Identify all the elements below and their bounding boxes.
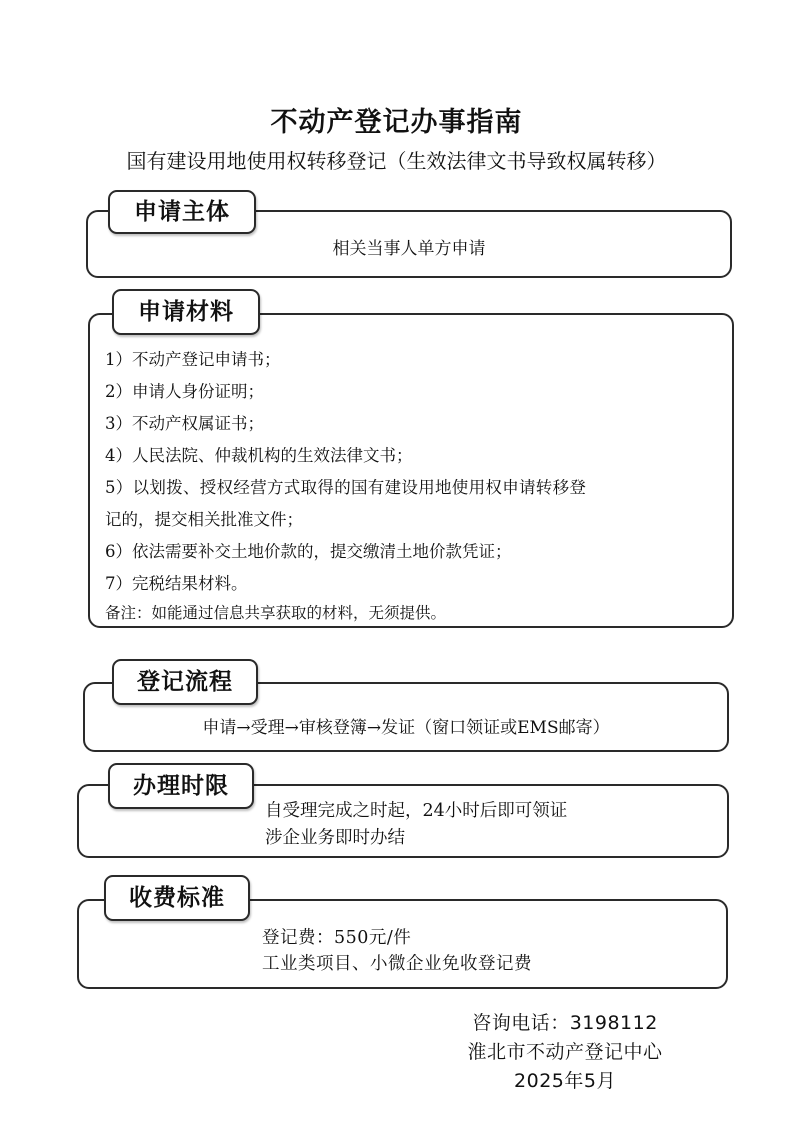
materials-item: 6）依法需要补交土地价款的，提交缴清土地价款凭证； bbox=[105, 542, 512, 561]
fees-heading: 收费标准 bbox=[104, 875, 250, 921]
materials-heading: 申请材料 bbox=[112, 289, 260, 335]
applicant-heading: 申请主体 bbox=[108, 190, 256, 234]
materials-note: 备注：如能通过信息共享获取的材料，无须提供。 bbox=[105, 604, 447, 622]
process-text: 申请→受理→审核登簿→发证（窗口领证或EMS邮寄） bbox=[202, 718, 610, 738]
applicant-text: 相关当事人单方申请 bbox=[332, 239, 486, 259]
time-limit-line: 涉企业务即时办结 bbox=[265, 828, 405, 848]
materials-item: 2）申请人身份证明； bbox=[105, 382, 264, 401]
issue-date: 2025年5月 bbox=[514, 1070, 616, 1092]
organization-name: 淮北市不动产登记中心 bbox=[467, 1041, 663, 1063]
page-title: 不动产登记办事指南 bbox=[270, 107, 523, 138]
materials-list bbox=[105, 344, 725, 626]
materials-item: 5）以划拨、授权经营方式取得的国有建设用地使用权申请转移登 bbox=[105, 478, 587, 497]
materials-item: 1）不动产登记申请书； bbox=[105, 350, 281, 369]
materials-item: 记的，提交相关批准文件； bbox=[105, 510, 303, 529]
contact-phone: 咨询电话：3198112 bbox=[472, 1012, 658, 1034]
materials-item: 4）人民法院、仲裁机构的生效法律文书； bbox=[105, 446, 413, 465]
time-limit-line: 自受理完成之时起，24小时后即可领证 bbox=[265, 801, 568, 821]
fees-line: 登记费：550元/件 bbox=[262, 928, 412, 948]
fees-line: 工业类项目、小微企业免收登记费 bbox=[262, 954, 532, 974]
process-heading: 登记流程 bbox=[112, 659, 258, 705]
time-limit-heading: 办理时限 bbox=[108, 763, 254, 809]
page-subtitle: 国有建设用地使用权转移登记（生效法律文书导致权属转移） bbox=[126, 149, 667, 173]
materials-item: 7）完税结果材料。 bbox=[105, 574, 248, 593]
materials-item: 3）不动产权属证书； bbox=[105, 414, 264, 433]
